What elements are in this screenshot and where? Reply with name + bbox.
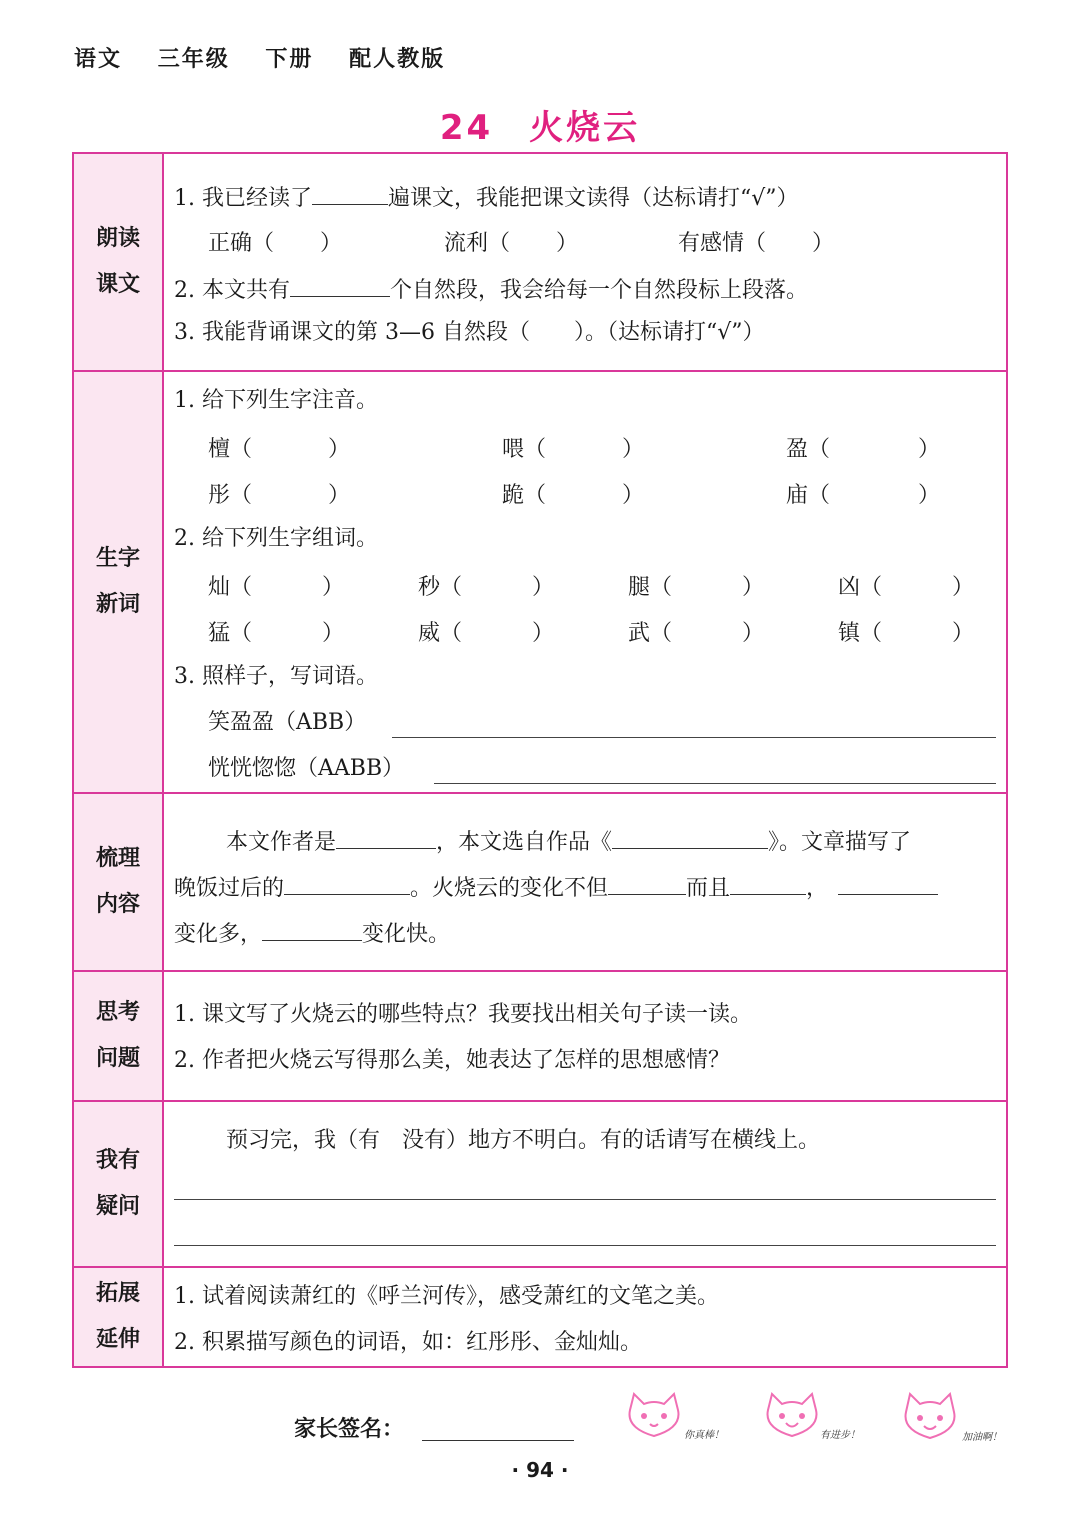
header-grade: 三年级 (157, 47, 230, 72)
book-header (74, 42, 471, 73)
sticker-progress (760, 1388, 880, 1446)
row-label (74, 1268, 164, 1366)
summary-line-3 (174, 916, 450, 946)
summary-text: ，本文选自作品《 (436, 830, 613, 855)
row-label (74, 794, 164, 970)
read-text: 1. 我已经读了 (174, 186, 312, 211)
label-line-2: 课文 (95, 272, 140, 297)
row-read (74, 154, 1006, 372)
lesson-name: 火烧云 (529, 108, 641, 148)
blank-field[interactable] (838, 870, 938, 895)
signature-line[interactable] (422, 1440, 574, 1441)
char-label: 猛（ (208, 621, 253, 646)
extend-q1: 1. 试着阅读萧红的《呼兰河传》，感受萧红的文笔之美。 (174, 1284, 719, 1309)
think-q2: 2. 作者把火烧云写得那么美，她表达了怎样的思想感情？ (174, 1048, 730, 1073)
zuci-item (838, 616, 974, 647)
read-line-3 (174, 318, 764, 348)
blank-field[interactable] (730, 870, 806, 895)
words-q2: 2. 给下列生字组词。 (174, 526, 378, 551)
char-label: 彤（ (208, 483, 253, 508)
char-label: 秒（ (418, 575, 463, 600)
worksheet-table (72, 152, 1008, 1368)
lesson-number: 24 (439, 108, 494, 148)
label-line-1: 梳理 (95, 846, 140, 871)
paren-close: ） (622, 483, 645, 508)
char-label: 威（ (418, 621, 463, 646)
label-line-2: 内容 (95, 892, 140, 917)
paren-close: ） (322, 575, 345, 600)
read-text: ）。（达标请打“√”） (573, 320, 765, 345)
blank-field[interactable] (312, 180, 388, 205)
row-content (74, 794, 1006, 972)
blank-field[interactable] (284, 870, 410, 895)
char-label: 镇（ (838, 621, 883, 646)
zuci-item (208, 570, 344, 601)
answer-line[interactable] (174, 1198, 996, 1200)
row-think (74, 972, 1006, 1102)
think-q1: 1. 课文写了火烧云的哪些特点？我要找出相关句子读一读。 (174, 1002, 752, 1027)
answer-line[interactable] (434, 782, 996, 784)
words-q1: 1. 给下列生字注音。 (174, 388, 378, 413)
header-volume: 下册 (265, 47, 314, 72)
row-words (74, 372, 1006, 794)
summary-text: 而且 (686, 876, 731, 901)
pinyin-item (502, 432, 644, 463)
summary-text: 本文作者是 (226, 830, 337, 855)
paren-close: ） (320, 231, 343, 256)
paren-close: ） (532, 621, 555, 646)
label-line-1: 思考 (95, 1000, 140, 1025)
label-line-2: 新词 (95, 592, 140, 617)
pinyin-item (208, 432, 350, 463)
pinyin-item (786, 478, 940, 509)
lesson-title (0, 100, 1080, 149)
cat-face-icon (622, 1388, 742, 1446)
paren-close: ） (742, 621, 765, 646)
paren-close: ） (532, 575, 555, 600)
paren-close: ） (812, 231, 835, 256)
blank-field[interactable] (290, 272, 390, 297)
paren-close: ） (918, 483, 941, 508)
char-label: 庙（ (786, 483, 831, 508)
row-label (74, 972, 164, 1100)
sticker-label: 你真棒！ (684, 1430, 724, 1441)
summary-text: 变化多， (174, 922, 263, 947)
label-line-1: 我有 (95, 1148, 140, 1173)
zuci-item (628, 570, 764, 601)
label-line-2: 疑问 (95, 1194, 140, 1219)
char-label: 武（ (628, 621, 673, 646)
char-label: 腿（ (628, 575, 673, 600)
char-label: 盈（ (786, 437, 831, 462)
option-label: 正确（ (208, 231, 275, 256)
ask-text: 预习完，我（有 没有）地方不明白。有的话请写在横线上。 (226, 1128, 821, 1153)
sticker-cheer (896, 1388, 1016, 1446)
read-text: 个自然段，我会给每一个自然段标上段落。 (389, 278, 808, 303)
char-label: 喂（ (502, 437, 547, 462)
sticker-great (622, 1388, 742, 1446)
zuci-item (208, 616, 344, 647)
option-fluent (444, 226, 578, 257)
example-aabb: 恍恍惚惚（AABB） (208, 756, 405, 781)
paren-close: ） (952, 621, 975, 646)
option-label: 流利（ (444, 231, 511, 256)
pinyin-item (208, 478, 350, 509)
paren-close: ） (952, 575, 975, 600)
zuci-item (628, 616, 764, 647)
char-label: 灿（ (208, 575, 253, 600)
label-line-2: 问题 (95, 1046, 140, 1071)
read-line-2 (174, 272, 808, 302)
summary-line-1 (226, 824, 911, 854)
paren-close: ） (322, 621, 345, 646)
paren-close: ） (622, 437, 645, 462)
summary-text: 。火烧云的变化不但 (410, 876, 609, 901)
char-label: 檀（ (208, 437, 253, 462)
blank-field[interactable] (608, 870, 686, 895)
words-q3: 3. 照样子，写词语。 (174, 664, 378, 689)
summary-text: 》。文章描写了 (768, 830, 912, 855)
row-ask (74, 1102, 1006, 1268)
char-label: 跪（ (502, 483, 547, 508)
paren-close: ） (556, 231, 579, 256)
summary-line-2 (174, 870, 938, 900)
zuci-item (838, 570, 974, 601)
blank-field[interactable] (262, 916, 362, 941)
row-label (74, 1102, 164, 1266)
zuci-item (418, 616, 554, 647)
header-edition: 配人教版 (349, 47, 446, 72)
summary-text: 晚饭过后的 (174, 876, 285, 901)
option-label: 有感情（ (678, 231, 767, 256)
summary-text: ， (806, 876, 829, 901)
read-line-1 (174, 180, 799, 210)
option-emotion (678, 226, 834, 257)
row-label (74, 372, 164, 792)
blank-field[interactable] (336, 824, 436, 849)
paren-close: ） (328, 437, 351, 462)
header-subject: 语文 (74, 47, 123, 72)
paren-close: ） (328, 483, 351, 508)
option-correct (208, 226, 342, 257)
page-number: · 94 · (511, 1458, 569, 1482)
parent-signature-label: 家长签名： (294, 1417, 405, 1442)
paren-close: ） (742, 575, 765, 600)
zuci-item (418, 570, 554, 601)
label-line-1: 朗读 (95, 226, 140, 251)
char-label: 凶（ (838, 575, 883, 600)
label-line-1: 拓展 (95, 1281, 140, 1306)
read-text: 3. 我能背诵课文的第 3—6 自然段（ (174, 320, 530, 345)
summary-text: 变化快。 (362, 922, 451, 947)
label-line-1: 生字 (95, 546, 140, 571)
pinyin-item (502, 478, 644, 509)
label-line-2: 延伸 (95, 1327, 140, 1352)
row-extend (74, 1268, 1006, 1366)
read-text: 遍课文，我能把课文读得（达标请打“√”） (387, 186, 799, 211)
row-label (74, 154, 164, 370)
answer-line[interactable] (392, 736, 996, 738)
paren-close: ） (918, 437, 941, 462)
blank-field[interactable] (612, 824, 768, 849)
read-text: 2. 本文共有 (174, 278, 290, 303)
pinyin-item (786, 432, 940, 463)
extend-q2: 2. 积累描写颜色的词语，如：红彤彤、金灿灿。 (174, 1330, 642, 1355)
sticker-label: 有进步！ (820, 1430, 860, 1441)
example-abb: 笑盈盈（ABB） (208, 710, 367, 735)
sticker-label: 加油啊！ (962, 1432, 1002, 1443)
answer-line[interactable] (174, 1244, 996, 1246)
